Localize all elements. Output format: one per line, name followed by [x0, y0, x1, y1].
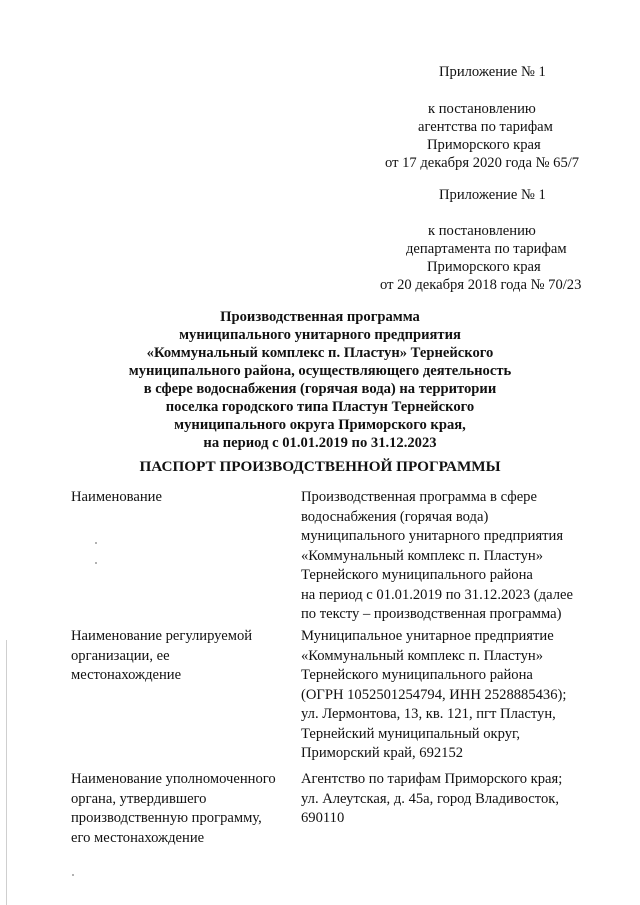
scan-edge-line	[6, 640, 7, 905]
label-line: его местонахождение	[71, 829, 205, 846]
appendix-current-line: агентства по тарифам	[418, 119, 553, 135]
label-line: Наименование регулируемой	[71, 628, 253, 644]
passport-row-label	[71, 627, 252, 686]
value-line: Тернейского муниципального района	[301, 667, 533, 683]
value-line: Производственная программа в сфере	[301, 489, 537, 505]
appendix-current-line: к постановлению	[428, 101, 536, 117]
passport-row-label	[71, 488, 162, 508]
program-title-line: на период с 01.01.2019 по 31.12.2023	[203, 435, 437, 451]
value-line: «Коммунальный комплекс п. Пластун»	[301, 647, 544, 664]
passport-row-value	[301, 627, 566, 764]
value-line: Тернейский муниципальный округ,	[301, 725, 521, 742]
value-line: Муниципальное унитарное предприятие	[301, 628, 554, 644]
value-line: (ОГРН 1052501254794, ИНН 2528885436);	[301, 686, 567, 703]
passport-row-value	[301, 770, 562, 829]
program-title-line: муниципального округа Приморского края,	[174, 417, 466, 433]
value-line: 690110	[301, 810, 345, 826]
scan-speck	[72, 874, 74, 876]
value-line: Приморский край, 692152	[301, 745, 464, 761]
label-line: производственную программу,	[71, 810, 262, 826]
label-line: организации, ее	[71, 647, 170, 664]
appendix-previous-line: департамента по тарифам	[406, 241, 567, 257]
value-line: Агентство по тарифам Приморского края;	[301, 771, 563, 787]
passport-heading: ПАСПОРТ ПРОИЗВОДСТВЕННОЙ ПРОГРАММЫ	[139, 458, 501, 475]
program-title-line: поселка городского типа Пластун Тернейского	[165, 399, 475, 415]
program-title-line: муниципального района, осуществляющего деятельность	[128, 363, 512, 379]
appendix-previous-title: Приложение № 1	[439, 187, 546, 203]
label-line: органа, утвердившего	[71, 790, 207, 807]
appendix-previous-line: Приморского края	[427, 259, 541, 275]
appendix-current-line: от 17 декабря 2020 года № 65/7	[385, 155, 580, 171]
passport-row-label	[71, 770, 276, 848]
value-line: Тернейского муниципального района	[301, 567, 533, 583]
label-line: Наименование	[71, 489, 162, 505]
scan-speck	[95, 542, 97, 544]
value-line: «Коммунальный комплекс п. Пластун»	[301, 547, 544, 564]
passport-row-value	[301, 488, 573, 625]
value-line: ул. Лермонтова, 13, кв. 121, пгт Пластун,	[301, 706, 556, 722]
appendix-previous-line: к постановлению	[428, 223, 536, 239]
value-line: ул. Алеутская, д. 45а, город Владивосток,	[301, 790, 559, 807]
value-line: водоснабжения (горячая вода)	[301, 508, 489, 525]
appendix-current-line: Приморского края	[427, 137, 541, 153]
program-title-line: «Коммунальный комплекс п. Пластун» Тернейского	[146, 345, 494, 361]
label-line: местонахождение	[71, 667, 182, 683]
value-line: по тексту – производственная программа)	[301, 606, 562, 622]
scan-speck	[95, 562, 97, 564]
value-line: на период с 01.01.2019 по 31.12.2023 (далее	[301, 586, 573, 603]
value-line: муниципального унитарного предприятия	[301, 528, 564, 544]
appendix-previous-line: от 20 декабря 2018 года № 70/23	[380, 277, 582, 293]
program-title-line: в сфере водоснабжения (горячая вода) на территории	[143, 381, 497, 397]
program-title-line: муниципального унитарного предприятия	[179, 327, 461, 343]
appendix-current-title: Приложение № 1	[439, 64, 546, 80]
label-line: Наименование уполномоченного	[71, 771, 276, 787]
program-title-line: Производственная программа	[220, 309, 420, 325]
